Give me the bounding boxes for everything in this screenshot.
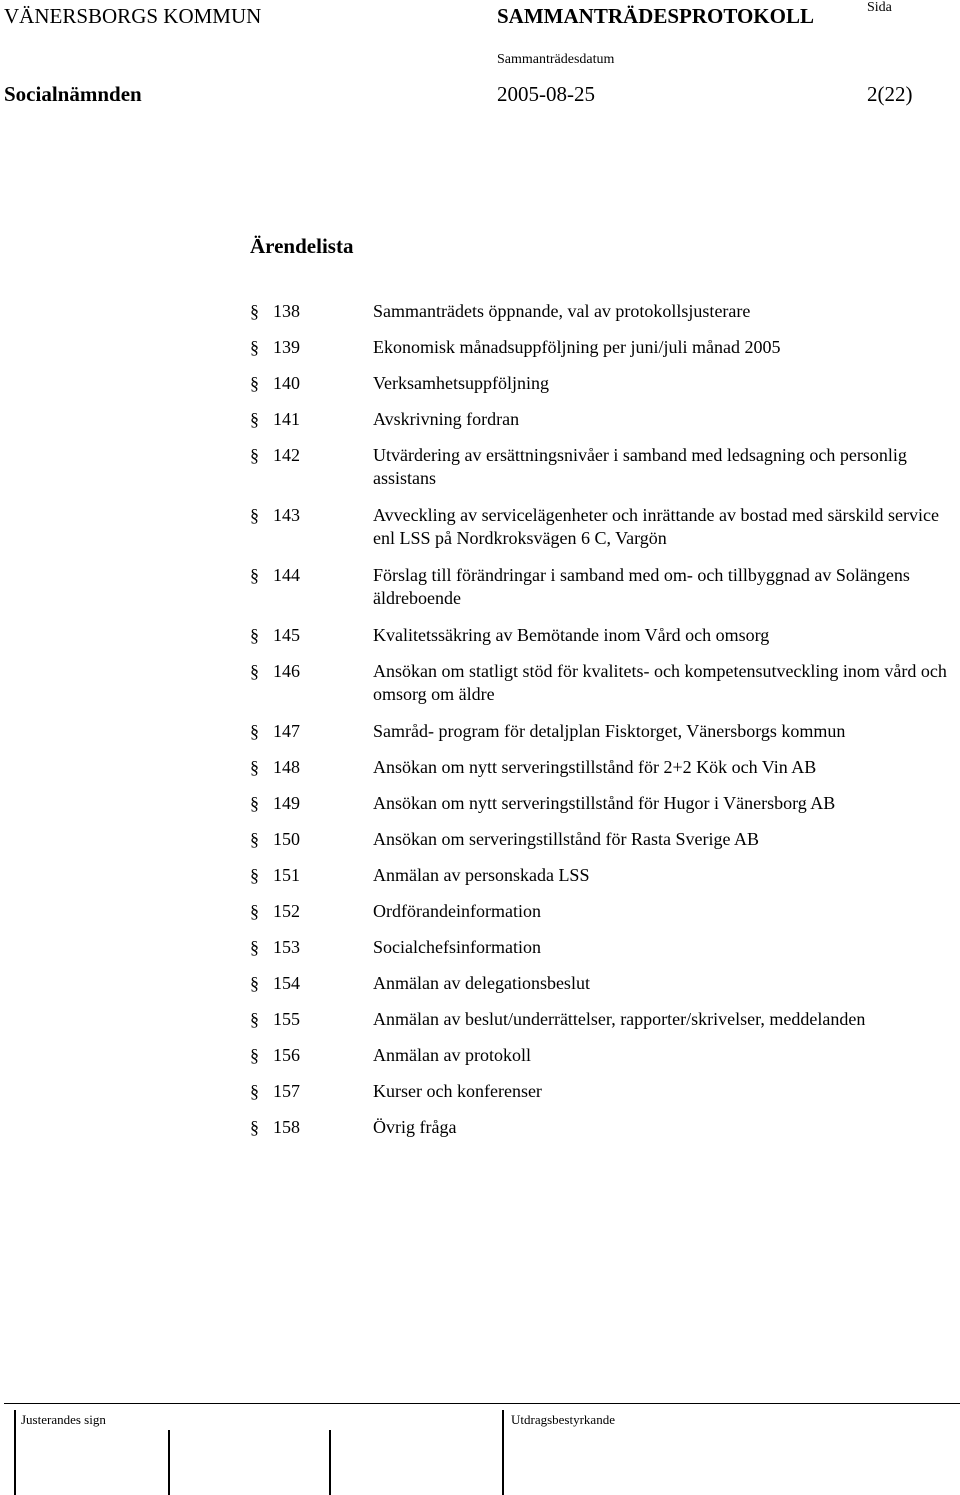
agenda-item-number: 138 <box>273 301 300 321</box>
agenda-item-text: Ansökan om serveringstillstånd för Rasta Sverige AB <box>373 829 759 849</box>
section-symbol: § <box>250 565 259 585</box>
agenda-item-number: 140 <box>273 373 300 393</box>
agenda-item-text: Ansökan om nytt serveringstillstånd för 2+2 Kök och Vin AB <box>373 757 817 777</box>
section-symbol: § <box>250 373 259 393</box>
section-symbol: § <box>250 445 259 465</box>
agenda-item-number: 144 <box>273 565 300 585</box>
agenda-item-text: Ordförandeinformation <box>373 901 541 921</box>
agenda-item-number: 152 <box>273 901 300 921</box>
page-label: Sida <box>867 0 892 15</box>
page-number: 2(22) <box>867 82 913 106</box>
section-symbol: § <box>250 793 259 813</box>
agenda-item-number: 154 <box>273 973 300 993</box>
agenda-item-text: Ekonomisk månadsuppföljning per juni/juli månad 2005 <box>373 337 781 357</box>
section-symbol: § <box>250 661 259 681</box>
section-symbol: § <box>250 901 259 921</box>
agenda-item-text: Anmälan av protokoll <box>373 1045 531 1065</box>
agenda-item-number: 148 <box>273 757 300 777</box>
agenda-item-number: 151 <box>273 865 300 885</box>
agenda-item-text: Avskrivning fordran <box>373 409 520 429</box>
section-symbol: § <box>250 721 259 741</box>
section-symbol: § <box>250 973 259 993</box>
agenda-item-text: Ansökan om nytt serveringstillstånd för Hugor i Vänersborg AB <box>373 793 836 813</box>
agenda-item-text: Samråd- program för detaljplan Fisktorget, Vänersborgs kommun <box>373 721 846 741</box>
meeting-date-label: Sammanträdesdatum <box>497 52 615 67</box>
signature-box-line <box>14 1410 16 1495</box>
document-type: SAMMANTRÄDESPROTOKOLL <box>497 4 814 28</box>
signature-box-line <box>168 1430 170 1495</box>
agenda-item-text: Anmälan av delegationsbeslut <box>373 973 590 993</box>
agenda-item-number: 142 <box>273 445 300 465</box>
agenda-item-text: Anmälan av personskada LSS <box>373 865 590 885</box>
agenda-item-text: Övrig fråga <box>373 1117 457 1137</box>
section-symbol: § <box>250 937 259 957</box>
section-symbol: § <box>250 1081 259 1101</box>
agenda-item-number: 149 <box>273 793 300 813</box>
section-symbol: § <box>250 625 259 645</box>
agenda-item-text: Avveckling av servicelägenheter och inrättande av bostad med särskild service enl LSS på Nordkroksvägen 6 C, Vargön <box>373 505 939 548</box>
agenda-item-text: Kvalitetssäkring av Bemötande inom Vård och omsorg <box>373 625 770 645</box>
agenda-item-text: Sammanträdets öppnande, val av protokollsjusterare <box>373 301 751 321</box>
agenda-item-number: 157 <box>273 1081 300 1101</box>
agenda-item-number: 150 <box>273 829 300 849</box>
certification-label: Utdragsbestyrkande <box>511 1412 615 1427</box>
agenda-item-number: 146 <box>273 661 300 681</box>
initials-label: Justerandes sign <box>21 1412 106 1427</box>
section-symbol: § <box>250 337 259 357</box>
page-title: Ärendelista <box>250 234 354 258</box>
section-symbol: § <box>250 757 259 777</box>
agenda-item-text: Förslag till förändringar i samband med om- och tillbyggnad av Solängens äldreboende <box>373 565 910 608</box>
agenda-item-text: Kurser och konferenser <box>373 1081 542 1101</box>
agenda-item-number: 145 <box>273 625 300 645</box>
footer-divider <box>4 1403 960 1404</box>
agenda-item-number: 147 <box>273 721 300 741</box>
section-symbol: § <box>250 829 259 849</box>
agenda-item-number: 158 <box>273 1117 300 1137</box>
organization-name: VÄNERSBORGS KOMMUN <box>4 4 262 28</box>
section-symbol: § <box>250 505 259 525</box>
section-symbol: § <box>250 1117 259 1137</box>
meeting-date: 2005-08-25 <box>497 82 595 106</box>
agenda-item-number: 153 <box>273 937 300 957</box>
section-symbol: § <box>250 1009 259 1029</box>
signature-box-line <box>329 1430 331 1495</box>
agenda-item-text: Verksamhetsuppföljning <box>373 373 549 393</box>
agenda-item-number: 141 <box>273 409 300 429</box>
agenda-item-number: 156 <box>273 1045 300 1065</box>
agenda-item-number: 139 <box>273 337 300 357</box>
section-symbol: § <box>250 301 259 321</box>
agenda-item-text: Socialchefsinformation <box>373 937 541 957</box>
committee-name: Socialnämnden <box>4 82 142 106</box>
agenda-item-number: 143 <box>273 505 300 525</box>
agenda-item-text: Anmälan av beslut/underrättelser, rapporter/skrivelser, meddelanden <box>373 1009 866 1029</box>
section-symbol: § <box>250 409 259 429</box>
signature-box-line <box>502 1410 504 1495</box>
agenda-item-text: Ansökan om statligt stöd för kvalitets- och kompetensutveckling inom vård och omsorg om äldre <box>373 661 947 704</box>
agenda-item-text: Utvärdering av ersättningsnivåer i samband med ledsagning och personlig assistans <box>373 445 907 488</box>
section-symbol: § <box>250 1045 259 1065</box>
section-symbol: § <box>250 865 259 885</box>
agenda-item-number: 155 <box>273 1009 300 1029</box>
